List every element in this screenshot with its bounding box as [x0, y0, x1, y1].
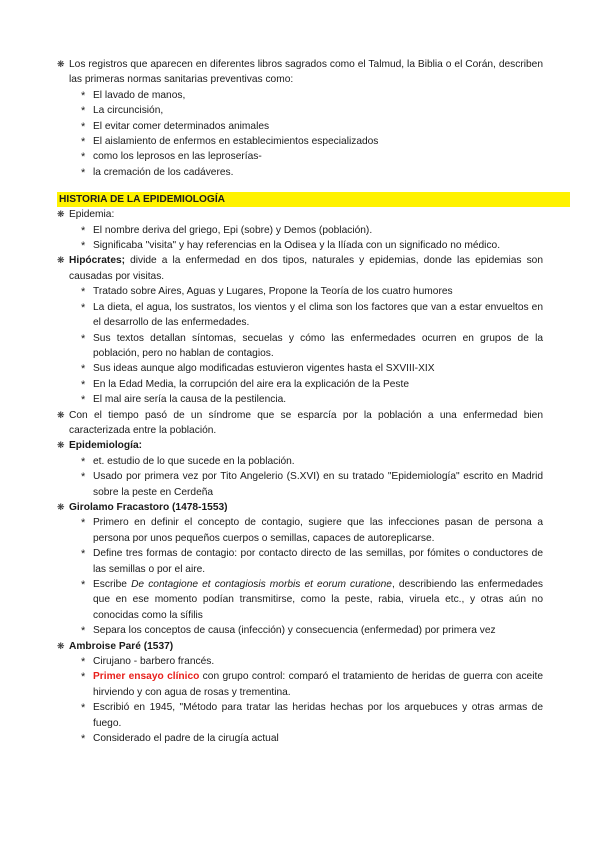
list-item: * Primero en definir el concepto de contagio, sugiere que las infecciones pasan de persona a persona por unos pequeños cuerpos o semillas, capaces de autoreplicarse.: [81, 517, 543, 544]
list-item: * El nombre deriva del griego, Epi (sobre) y Demos (población).: [0, 223, 599, 238]
fracastoro-paragraph: [0, 500, 599, 515]
list-item: * Define tres formas de contagio: por contacto directo de las semillas, por fómites o conductores de las semillas o por el aire.: [81, 548, 543, 575]
list-item: * Significaba "visita" y hay referencias en la Odisea y la Ilíada con un significado no médico.: [0, 238, 599, 253]
flower-bullet-icon: ❋: [57, 440, 65, 451]
asterisk-bullet-icon: *: [81, 579, 86, 591]
asterisk-bullet-icon: *: [81, 733, 86, 746]
asterisk-bullet-icon: *: [81, 671, 86, 684]
list-item: * la cremación de los cadáveres.: [0, 165, 599, 180]
flower-bullet-icon: ❋: [57, 209, 65, 220]
list-item: * El lavado de manos,: [0, 88, 599, 103]
asterisk-bullet-icon: *: [81, 105, 86, 118]
list-item: * El aislamiento de enfermos en establecimientos especializados: [0, 134, 599, 149]
asterisk-bullet-icon: *: [81, 332, 86, 345]
flower-bullet-icon: ❋: [57, 640, 65, 651]
epidemiologia-label: Epidemiología:: [69, 440, 143, 452]
asterisk-bullet-icon: *: [81, 151, 86, 164]
asterisk-bullet-icon: *: [81, 166, 86, 179]
intro-paragraph: [0, 57, 599, 88]
list-item: * Escribió en 1945, "Método para tratar las heridas hechas por los arquebuces y otras armas de fuego.: [81, 702, 543, 729]
flower-bullet-icon: ❋: [57, 59, 65, 69]
highlighted-term: Primer ensayo clínico: [93, 671, 200, 683]
flower-bullet-icon: ❋: [57, 255, 65, 266]
list-item: * Tratado sobre Aires, Aguas y Lugares, Propone la Teoría de los cuatro humores: [0, 284, 599, 299]
pare-paragraph: [0, 639, 599, 654]
list-item: * En la Edad Media, la corrupción del aire era la explicación de la Peste: [0, 377, 599, 392]
list-item: * et. estudio de lo que sucede en la población.: [0, 454, 599, 469]
asterisk-bullet-icon: *: [81, 301, 86, 314]
asterisk-bullet-icon: *: [81, 89, 86, 102]
list-item: * La circuncisión,: [0, 103, 599, 118]
flower-bullet-icon: ❋: [57, 501, 65, 512]
asterisk-bullet-icon: *: [81, 378, 86, 391]
flower-bullet-icon: ❋: [57, 409, 65, 420]
asterisk-bullet-icon: *: [81, 517, 86, 530]
asterisk-bullet-icon: *: [81, 363, 86, 376]
list-item: * Escribe De contagione et contagiosis morbis et eorum curatione, describiendo las enfermedades que en ese momento podían transmitirse, como la peste, rabia, viruela etc., y otras aún no conocidas como la sífilis: [81, 579, 543, 621]
asterisk-bullet-icon: *: [81, 625, 86, 638]
list-item: * Sus textos detallan síntomas, secuelas y cómo las enfermedades ocurren en grupos de la población, pero no hablan de contagios.: [81, 332, 543, 359]
asterisk-bullet-icon: *: [81, 471, 86, 484]
list-item: * Primer ensayo clínico con grupo control: comparó el tratamiento de heridas de guerra con aceite hirviendo y con agua de rosas y trementina.: [81, 671, 543, 698]
list-item: * El evitar comer determinados animales: [0, 119, 599, 134]
hipocrates-label: Hipócrates;: [69, 255, 126, 267]
tiempo-paragraph: ❋ Con el tiempo pasó de un síndrome que se esparcía por la población a una enfermedad bien caracterizada entre la población.: [57, 409, 543, 436]
list-item: * Considerado el padre de la cirugía actual: [0, 731, 599, 746]
list-item: * Sus ideas aunque algo modificadas estuvieron vigentes hasta el SXVIII-XIX: [0, 361, 599, 376]
list-item: * Cirujano - barbero francés.: [0, 654, 599, 669]
asterisk-bullet-icon: *: [81, 394, 86, 407]
list-item: * El mal aire sería la causa de la pestilencia.: [0, 392, 599, 407]
asterisk-bullet-icon: *: [81, 702, 86, 715]
fracastoro-label: Girolamo Fracastoro (1478-1553): [69, 501, 228, 513]
section-heading: HISTORIA DE LA EPIDEMIOLOGÍA: [57, 192, 570, 207]
intro-text: Los registros que aparecen en diferentes libros sagrados como el Talmud, la Biblia o el Corán, describen las primeras normas sanitarias preventivas como:: [69, 59, 543, 86]
epidemia-paragraph: ❋ Epidemia:: [0, 207, 599, 222]
list-item: * Separa los conceptos de causa (infección) y consecuencia (enfermedad) por primera vez: [0, 623, 599, 638]
epidemiologia-paragraph: [0, 438, 599, 453]
asterisk-bullet-icon: *: [81, 286, 86, 299]
list-item: * como los leprosos en las leproserías-: [0, 149, 599, 164]
pare-label: Ambroise Paré (1537): [69, 640, 174, 652]
asterisk-bullet-icon: *: [81, 120, 86, 133]
hipocrates-paragraph: ❋ Hipócrates; divide a la enfermedad en dos tipos, naturales y epidemias, donde las epidemias son causadas por visitas.: [57, 255, 543, 282]
asterisk-bullet-icon: *: [81, 656, 86, 669]
list-item: * La dieta, el agua, los sustratos, los vientos y el clima son los factores que van a estar envueltos en el desarrollo de las enfermedades.: [81, 301, 543, 329]
asterisk-bullet-icon: *: [81, 548, 86, 561]
asterisk-bullet-icon: *: [81, 136, 86, 149]
asterisk-bullet-icon: *: [81, 455, 86, 468]
asterisk-bullet-icon: *: [81, 240, 86, 253]
asterisk-bullet-icon: *: [81, 224, 86, 237]
list-item: * Usado por primera vez por Tito Angelerio (S.XVI) en su tratado "Epidemiología" escrito en Madrid sobre la peste en Cerdeña: [81, 471, 543, 498]
treatise-title: De contagione et contagiosis morbis et eorum curatione: [131, 579, 392, 590]
